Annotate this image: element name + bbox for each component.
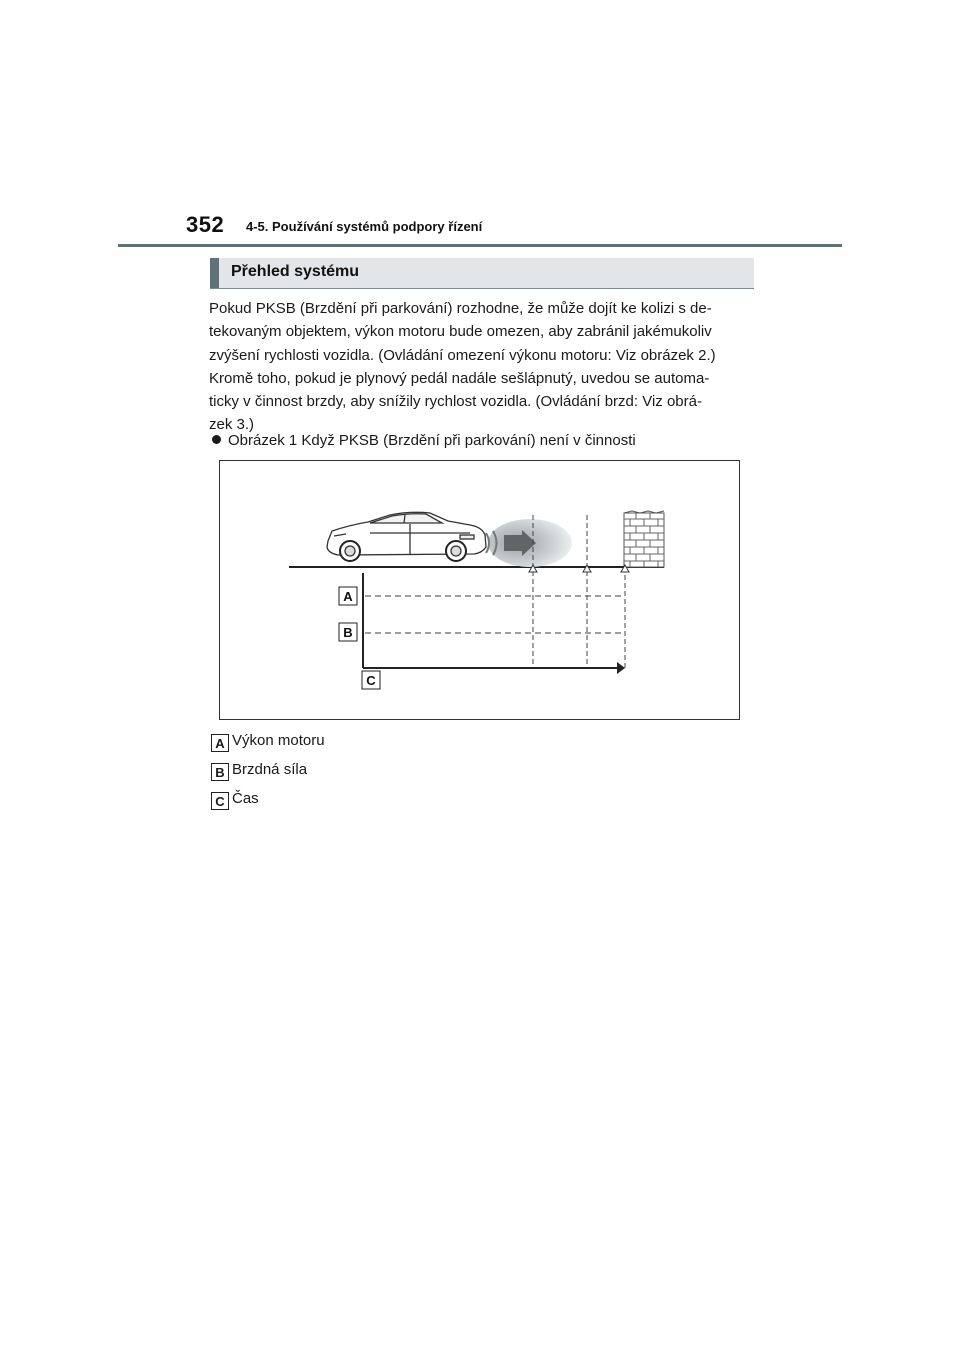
figure-legend [211, 729, 325, 816]
section-title: Přehled systému [231, 263, 360, 280]
page-number: 352 [186, 212, 225, 237]
wall-icon [624, 511, 664, 567]
legend-key: C [211, 792, 229, 810]
label-a-text: A [343, 589, 353, 604]
paragraph-line: Kromě toho, pokud je plynový pedál nadále sešlápnutý, uvedou se automa- [209, 369, 710, 387]
legend-item [211, 729, 325, 752]
legend-key: B [211, 763, 229, 781]
legend-key: A [211, 734, 229, 752]
label-b-text: B [343, 625, 353, 640]
paragraph-line: tekovaným objektem, výkon motoru bude omezen, aby zabránil jakémukoliv [209, 323, 712, 341]
paragraph-line: Pokud PKSB (Brzdění při parkování) rozhodne, že může dojít ke kolizi s de- [209, 300, 712, 317]
legend-text: Výkon motoru [232, 732, 325, 749]
label-c [362, 671, 380, 689]
car-icon [327, 512, 486, 561]
legend-text: Brzdná síla [232, 761, 308, 778]
legend-item [211, 758, 325, 781]
label-a [339, 587, 357, 605]
sensor-beam-icon [486, 519, 572, 567]
paragraph-line: zvýšení rychlosti vozidla. (Ovládání omezení výkonu motoru: Viz obrázek 2.) [209, 346, 716, 364]
bullet-dot-icon [212, 435, 221, 444]
header-rule [118, 244, 842, 247]
paragraph-line: ticky v činnost brzdy, aby snížily rychlost vozidla. (Ovládání brzd: Viz obrá- [209, 393, 702, 411]
chapter-title: 4-5. Používání systémů podpory řízení [246, 219, 483, 234]
label-c-text: C [366, 673, 376, 688]
legend-text: Čas [232, 790, 259, 807]
figure-1-frame [219, 460, 740, 720]
legend-item [211, 787, 325, 810]
body-paragraph [209, 297, 754, 437]
bullet-text: Obrázek 1 Když PKSB (Brzdění při parkování) není v činnosti [228, 432, 636, 449]
label-b [339, 623, 357, 641]
figure-1-diagram [220, 461, 741, 721]
figure-caption-bullet [212, 431, 636, 451]
axis-arrow-icon [617, 662, 625, 674]
section-underline [210, 288, 754, 289]
paragraph-line: zek 3.) [209, 416, 255, 434]
section-header [210, 258, 754, 288]
